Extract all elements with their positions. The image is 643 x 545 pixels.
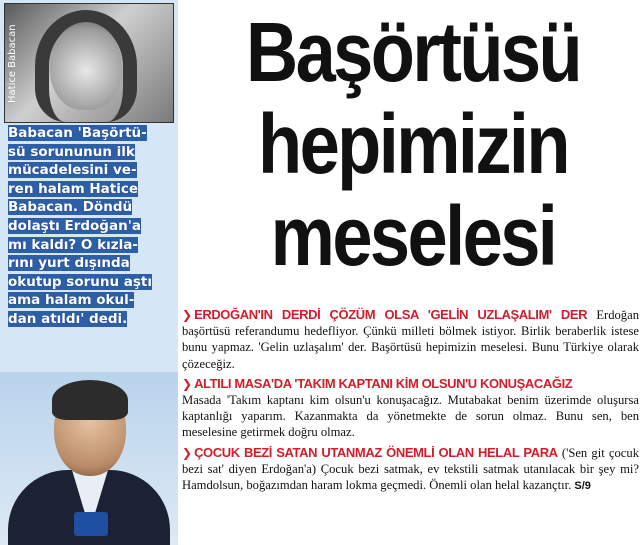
chevron-right-icon: ❯ bbox=[182, 308, 193, 322]
photo-hatice-babacan bbox=[4, 3, 174, 123]
quote-line: okutup sorunu aştı bbox=[8, 273, 153, 290]
story-2 bbox=[182, 376, 639, 441]
story-body: Masada 'Takım kaptanı kim olsun'u konuşacağız. Mutabakat benim üzerimde oluşursa kaptanlığı yaparım. Kazanmakta da yönetmekte de sorun olmaz. Bunu sen, ben meselesine getirmek doğru olmaz. bbox=[182, 393, 639, 440]
photo-ali-babacan bbox=[0, 372, 178, 545]
quote-line: rını yurt dışında bbox=[8, 255, 130, 272]
story-body: Erdoğan başörtüsü referandumu hedefliyor. Çünkü milleti bölmek istiyor. Birlik beraberlik istese bunu yapmaz. 'Gelin uzlaşalım' der. Başörtüsü hepimizin meselesi. Bunu Türkiye olarak çözeceğiz. bbox=[182, 308, 639, 371]
chevron-right-icon: ❯ bbox=[182, 376, 193, 391]
story-3 bbox=[182, 445, 639, 495]
story-1 bbox=[182, 307, 639, 372]
quote-line: Babacan. Döndü bbox=[8, 199, 133, 216]
story-heading: ALTILI MASA'DA 'TAKIM KAPTANI KİM OLSUN'U KONUŞACAĞIZ bbox=[194, 375, 573, 391]
quote-line: ama halam okul- bbox=[8, 292, 135, 309]
quote-line: ren halam Hatice bbox=[8, 180, 138, 197]
face-shape bbox=[50, 22, 122, 110]
quote-line: mücadelesini ve- bbox=[8, 162, 137, 179]
story-heading: ERDOĞAN'IN DERDİ ÇÖZÜM OLSA 'GELİN UZLAŞALIM' DER bbox=[194, 307, 588, 322]
quote-line: mı kaldı? O kızla- bbox=[8, 236, 138, 253]
quote-line: Babacan 'Başörtü- bbox=[8, 125, 147, 141]
quote-line: sü sorununun ilk bbox=[8, 143, 135, 160]
pull-quote bbox=[8, 124, 172, 329]
page-reference: S/9 bbox=[574, 480, 591, 493]
left-column bbox=[0, 0, 178, 545]
hair-shape bbox=[52, 380, 128, 420]
quote-line: dan atıldı' dedi. bbox=[8, 310, 128, 327]
headline-line: Başörtüsü bbox=[245, 5, 581, 99]
story-heading: ÇOCUK BEZİ SATAN UTANMAZ ÖNEMLİ OLAN HELAL PARA bbox=[194, 444, 558, 460]
microphone-icon bbox=[74, 512, 108, 536]
quote-line: dolaştı Erdoğan'a bbox=[8, 217, 141, 234]
headline bbox=[218, 6, 608, 282]
photo-caption: Hatice Babacan bbox=[7, 24, 18, 104]
chevron-right-icon: ❯ bbox=[182, 445, 193, 460]
story-body: ('Sen git çocuk bezi sat' diyen Erdoğan'a) Çocuk bezi satmak, ev tekstili satmak utanılacak bir şey mi? Hamdolsun, boğazımdan haram lokma geçmedi. Önemli olan helal kazançtır. bbox=[182, 445, 639, 493]
stories bbox=[182, 307, 639, 498]
headline-line: hepimizin bbox=[258, 97, 568, 191]
headline-line: meselesi bbox=[270, 189, 556, 283]
